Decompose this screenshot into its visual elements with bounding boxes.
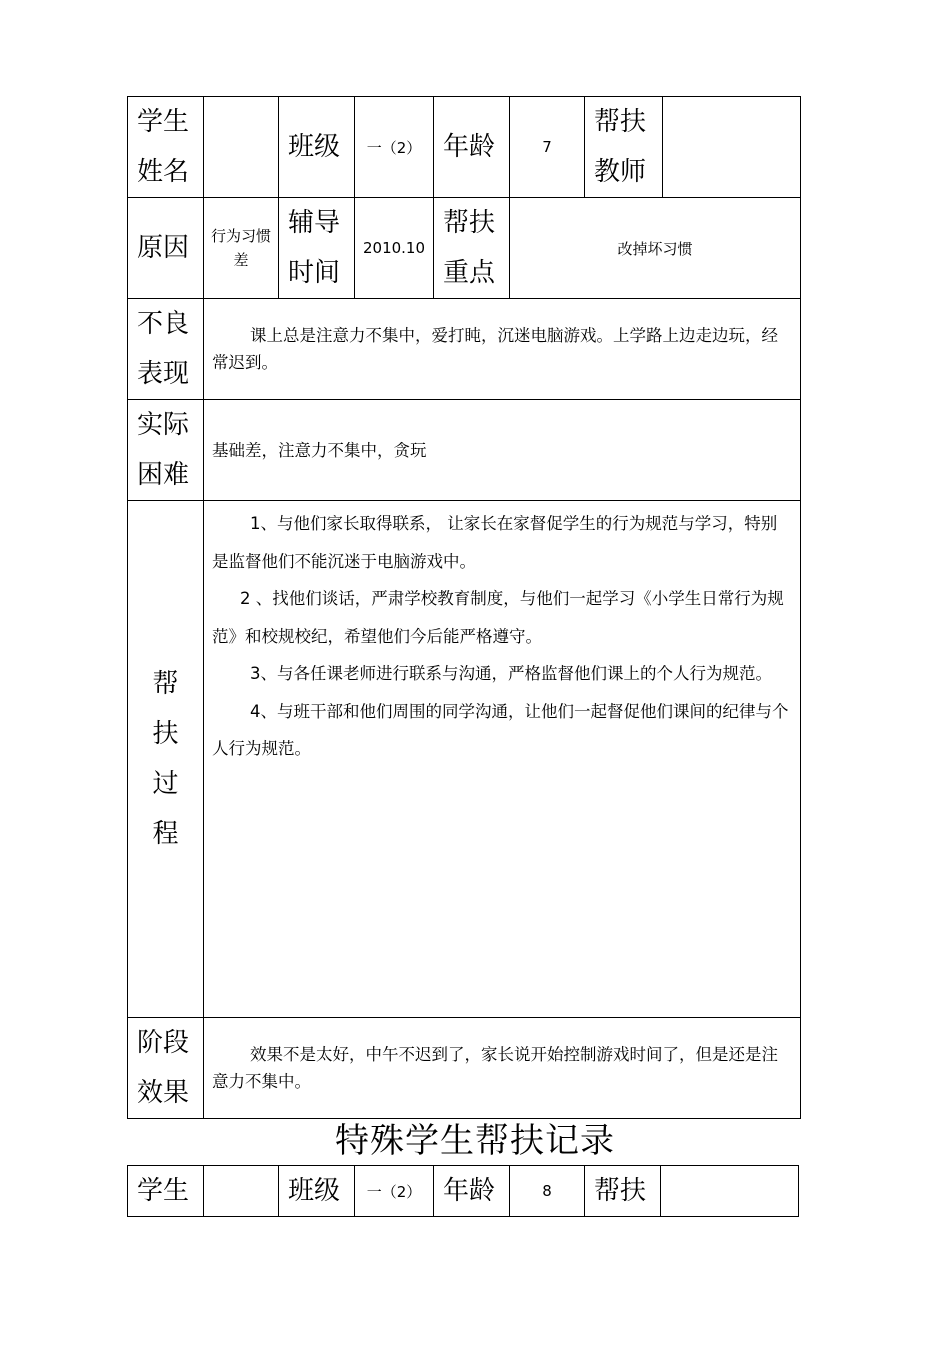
record-table-2 [127,1165,799,1217]
process-item-1: 1、与他们家长取得联系， 让家长在家督促学生的行为规范与学习，特别是监督他们不能沉迷于电脑游戏中。 [212,514,778,571]
teacher-value [663,97,801,198]
info-row [128,97,801,198]
class-value: 一（2） [355,97,434,198]
bad-behavior-label: 不良表现 [128,299,204,400]
process-item-3: 3、与各任课老师进行联系与沟通，严格监督他们课上的个人行为规范。 [250,664,772,683]
focus-value: 改掉坏习惯 [510,198,801,299]
info-row-2 [128,1166,799,1217]
age-value: 7 [510,97,585,198]
bad-behavior-text: 课上总是注意力不集中，爱打盹，沉迷电脑游戏。上学路上边走边玩，经常迟到。 [212,326,778,372]
reason-label: 原因 [128,198,204,299]
teacher-label-2: 帮扶 [585,1166,661,1217]
age-label-2: 年龄 [434,1166,510,1217]
reason-value: 行为习惯差 [204,198,279,299]
age-label: 年龄 [434,97,510,198]
difficulty-label: 实际困难 [128,400,204,501]
student-name-label: 学生姓名 [128,97,204,198]
effect-label: 阶段效果 [128,1018,204,1119]
student-label-2: 学生 [128,1166,204,1217]
age-value-2: 8 [510,1166,585,1217]
teacher-label: 帮扶教师 [585,97,663,198]
record-table-1 [127,96,801,1119]
difficulty-row [128,400,801,501]
teacher-value-2 [661,1166,799,1217]
class-value-2: 一（2） [355,1166,434,1217]
reason-row [128,198,801,299]
page-title: 特殊学生帮扶记录 [335,1121,615,1161]
effect-text: 效果不是太好，中午不迟到了，家长说开始控制游戏时间了，但是还是注意力不集中。 [212,1045,778,1091]
bad-behavior-row [128,299,801,400]
process-item-4: 4、与班干部和他们周围的同学沟通，让他们一起督促他们课间的纪律与个人行为规范。 [212,701,789,758]
process-row [128,501,801,1018]
student-value-2 [204,1166,279,1217]
class-label-2: 班级 [279,1166,355,1217]
class-label: 班级 [279,97,355,198]
process-label: 帮扶过程 [152,669,179,849]
tutor-time-label: 辅导时间 [279,198,355,299]
student-name-value [204,97,279,198]
focus-label: 帮扶重点 [434,198,510,299]
process-item-2: 2 、找他们谈话，严肃学校教育制度，与他们一起学习《小学生日常行为规范》和校规校纪，希望他们今后能严格遵守。 [212,589,784,646]
tutor-time-value: 2010.10 [355,198,434,299]
difficulty-text: 基础差，注意力不集中，贪玩 [204,400,801,501]
effect-row [128,1018,801,1119]
